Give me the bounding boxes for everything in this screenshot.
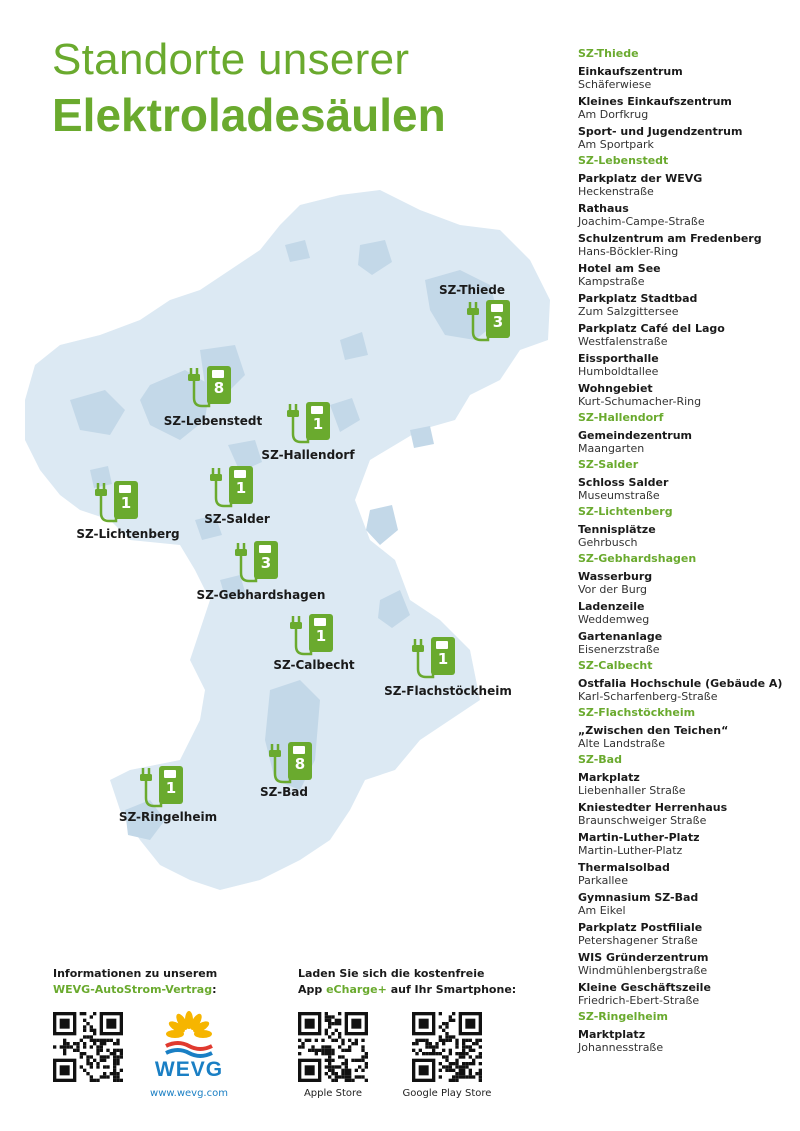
station-name: Einkaufszentrum bbox=[578, 65, 683, 78]
app-prefix: App bbox=[298, 983, 327, 996]
district-group bbox=[578, 659, 793, 703]
district-label: SZ-Flachstöckheim bbox=[384, 684, 512, 698]
charger-icon bbox=[207, 366, 231, 404]
station-name: Parkplatz der WEVG bbox=[578, 172, 703, 185]
charger-count: 3 bbox=[260, 554, 272, 572]
station-street: Schäferwiese bbox=[578, 78, 652, 91]
station-name: Schulzentrum am Fredenberg bbox=[578, 232, 762, 245]
district-group bbox=[578, 154, 793, 408]
district-group bbox=[578, 753, 793, 1007]
district-label: SZ-Thiede bbox=[438, 283, 506, 297]
station-street: Heckenstraße bbox=[578, 185, 654, 198]
station-street: Westfalenstraße bbox=[578, 335, 668, 348]
district-label: SZ-Hallendorf bbox=[261, 448, 355, 462]
station-name: Gemeindezentrum bbox=[578, 429, 693, 442]
station-street: Maangarten bbox=[578, 442, 645, 455]
station-name: Sport- und Jugendzentrum bbox=[578, 125, 743, 138]
district-heading: SZ-Lichtenberg bbox=[578, 505, 673, 518]
info-colon: : bbox=[212, 983, 217, 996]
station-street: Am Sportpark bbox=[578, 138, 654, 151]
station-street: Zum Salzgittersee bbox=[578, 305, 679, 318]
charger-count: 1 bbox=[235, 479, 247, 497]
district-heading: SZ-Hallendorf bbox=[578, 411, 664, 424]
station-street: Hans-Böckler-Ring bbox=[578, 245, 679, 258]
charger-count: 1 bbox=[312, 415, 324, 433]
info-line-1: Informationen zu unserem bbox=[53, 967, 218, 980]
charger-icon bbox=[309, 614, 333, 652]
station-name: Kniestedter Herrenhaus bbox=[578, 801, 728, 814]
charging-station-marker[interactable] bbox=[135, 766, 195, 816]
station-name: Schloss Salder bbox=[578, 476, 669, 489]
district-group bbox=[578, 706, 793, 750]
station-street: Kurt-Schumacher-Ring bbox=[578, 395, 702, 408]
station-name: Gymnasium SZ-Bad bbox=[578, 891, 699, 904]
station-name: Ladenzeile bbox=[578, 600, 645, 613]
charging-station-marker[interactable] bbox=[90, 481, 150, 531]
station-street: Museumstraße bbox=[578, 489, 660, 502]
charger-count: 1 bbox=[437, 650, 449, 668]
district-heading: SZ-Ringelheim bbox=[578, 1010, 668, 1023]
district-label: SZ-Salder bbox=[204, 512, 270, 526]
qr-code-apple[interactable] bbox=[298, 1012, 368, 1082]
title-line-2: Elektroladesäulen bbox=[52, 89, 446, 141]
station-street: Johannesstraße bbox=[578, 1041, 664, 1054]
google-store-label[interactable]: Google Play Store bbox=[402, 1088, 492, 1099]
charger-icon bbox=[486, 300, 510, 338]
district-group bbox=[578, 505, 793, 549]
app-suffix: auf Ihr Smartphone: bbox=[386, 983, 517, 996]
station-street: Petershagener Straße bbox=[578, 934, 698, 947]
charger-icon bbox=[306, 402, 330, 440]
wevg-sun-logo bbox=[148, 1010, 230, 1100]
district-label: SZ-Ringelheim bbox=[118, 810, 218, 824]
charger-count: 8 bbox=[213, 379, 225, 397]
station-name: Gartenanlage bbox=[578, 630, 663, 643]
district-group bbox=[578, 1010, 793, 1054]
charger-icon bbox=[114, 481, 138, 519]
title-line-1: Standorte unserer bbox=[52, 35, 410, 84]
district-group bbox=[578, 47, 793, 151]
district-heading: SZ-Bad bbox=[578, 753, 622, 766]
station-name: Hotel am See bbox=[578, 262, 661, 275]
station-street: Gehrbusch bbox=[578, 536, 638, 549]
charger-count: 1 bbox=[165, 779, 177, 797]
station-street: Windmühlenbergstraße bbox=[578, 964, 708, 977]
app-line-1: Laden Sie sich die kostenfreie bbox=[298, 967, 485, 980]
district-group bbox=[578, 458, 793, 502]
station-name: Eissporthalle bbox=[578, 352, 659, 365]
district-label: SZ-Bad bbox=[260, 785, 308, 799]
station-name: Parkplatz Café del Lago bbox=[578, 322, 725, 335]
station-street: Martin-Luther-Platz bbox=[578, 844, 683, 857]
station-street: Vor der Burg bbox=[578, 583, 648, 596]
station-name: Ostfalia Hochschule (Gebäude A) bbox=[578, 677, 783, 690]
echarge-link[interactable]: eCharge+ bbox=[326, 983, 387, 996]
station-street: Liebenhaller Straße bbox=[578, 784, 686, 797]
station-name: Rathaus bbox=[578, 202, 629, 215]
district-label: SZ-Calbecht bbox=[273, 658, 355, 672]
charging-station-marker[interactable] bbox=[407, 637, 467, 687]
district-heading: SZ-Lebenstedt bbox=[578, 154, 669, 167]
charging-station-marker[interactable] bbox=[205, 466, 265, 516]
district-heading: SZ-Salder bbox=[578, 458, 639, 471]
charger-icon bbox=[288, 742, 312, 780]
district-label: SZ-Lebenstedt bbox=[163, 414, 263, 428]
district-heading: SZ-Calbecht bbox=[578, 659, 653, 672]
qr-code-google[interactable] bbox=[412, 1012, 482, 1082]
charger-icon bbox=[229, 466, 253, 504]
charging-station-marker[interactable] bbox=[285, 614, 345, 664]
district-heading: SZ-Flachstöckheim bbox=[578, 706, 696, 719]
station-name: WIS Gründerzentrum bbox=[578, 951, 709, 964]
charger-icon bbox=[254, 541, 278, 579]
station-name: Martin-Luther-Platz bbox=[578, 831, 700, 844]
station-name: Parkplatz Postfiliale bbox=[578, 921, 703, 934]
charging-station-marker[interactable] bbox=[462, 300, 522, 350]
station-street: Parkallee bbox=[578, 874, 628, 887]
station-street: Joachim-Campe-Straße bbox=[578, 215, 705, 228]
location-list bbox=[578, 44, 793, 1054]
district-heading: SZ-Gebhardshagen bbox=[578, 552, 697, 565]
station-street: Weddemweg bbox=[578, 613, 650, 626]
district-label: SZ-Lichtenberg bbox=[76, 527, 180, 541]
charger-count: 1 bbox=[315, 627, 327, 645]
station-name: Wasserburg bbox=[578, 570, 653, 583]
station-street: Kampstraße bbox=[578, 275, 645, 288]
charger-icon bbox=[431, 637, 455, 675]
station-street: Humboldtallee bbox=[578, 365, 659, 378]
station-name: „Zwischen den Teichen“ bbox=[578, 724, 729, 737]
station-street: Am Eikel bbox=[578, 904, 626, 917]
district-group bbox=[578, 411, 793, 455]
charger-count: 3 bbox=[492, 313, 504, 331]
station-street: Friedrich-Ebert-Straße bbox=[578, 994, 700, 1007]
district-group bbox=[578, 552, 793, 656]
charger-count: 1 bbox=[120, 494, 132, 512]
charger-icon bbox=[159, 766, 183, 804]
station-street: Alte Landstraße bbox=[578, 737, 665, 750]
app-text bbox=[298, 966, 516, 998]
station-name: Thermalsolbad bbox=[578, 861, 670, 874]
station-name: Marktplatz bbox=[578, 1028, 646, 1041]
station-name: Wohngebiet bbox=[578, 382, 653, 395]
wevg-url[interactable]: www.wevg.com bbox=[150, 1088, 228, 1099]
contract-link[interactable]: WEVG-AutoStrom-Vertrag bbox=[53, 983, 213, 996]
station-name: Kleine Geschäftszeile bbox=[578, 981, 711, 994]
district-heading: SZ-Thiede bbox=[578, 47, 639, 60]
apple-store-label[interactable]: Apple Store bbox=[303, 1088, 363, 1099]
station-street: Eisenerzstraße bbox=[578, 643, 660, 656]
charging-station-marker[interactable] bbox=[230, 541, 290, 591]
charging-station-marker[interactable] bbox=[183, 366, 243, 416]
qr-code-contract[interactable] bbox=[53, 1012, 123, 1082]
station-name: Parkplatz Stadtbad bbox=[578, 292, 698, 305]
station-street: Braunschweiger Straße bbox=[578, 814, 707, 827]
station-name: Markplatz bbox=[578, 771, 640, 784]
station-street: Karl-Scharfenberg-Straße bbox=[578, 690, 718, 703]
station-name: Kleines Einkaufszentrum bbox=[578, 95, 732, 108]
wevg-logo-text: WEVG bbox=[154, 1058, 224, 1081]
station-name: Tennisplätze bbox=[578, 523, 656, 536]
info-text bbox=[53, 966, 217, 998]
charging-station-marker[interactable] bbox=[282, 402, 342, 452]
station-street: Am Dorfkrug bbox=[578, 108, 649, 121]
charger-count: 8 bbox=[294, 755, 306, 773]
district-label: SZ-Gebhardshagen bbox=[196, 588, 326, 602]
